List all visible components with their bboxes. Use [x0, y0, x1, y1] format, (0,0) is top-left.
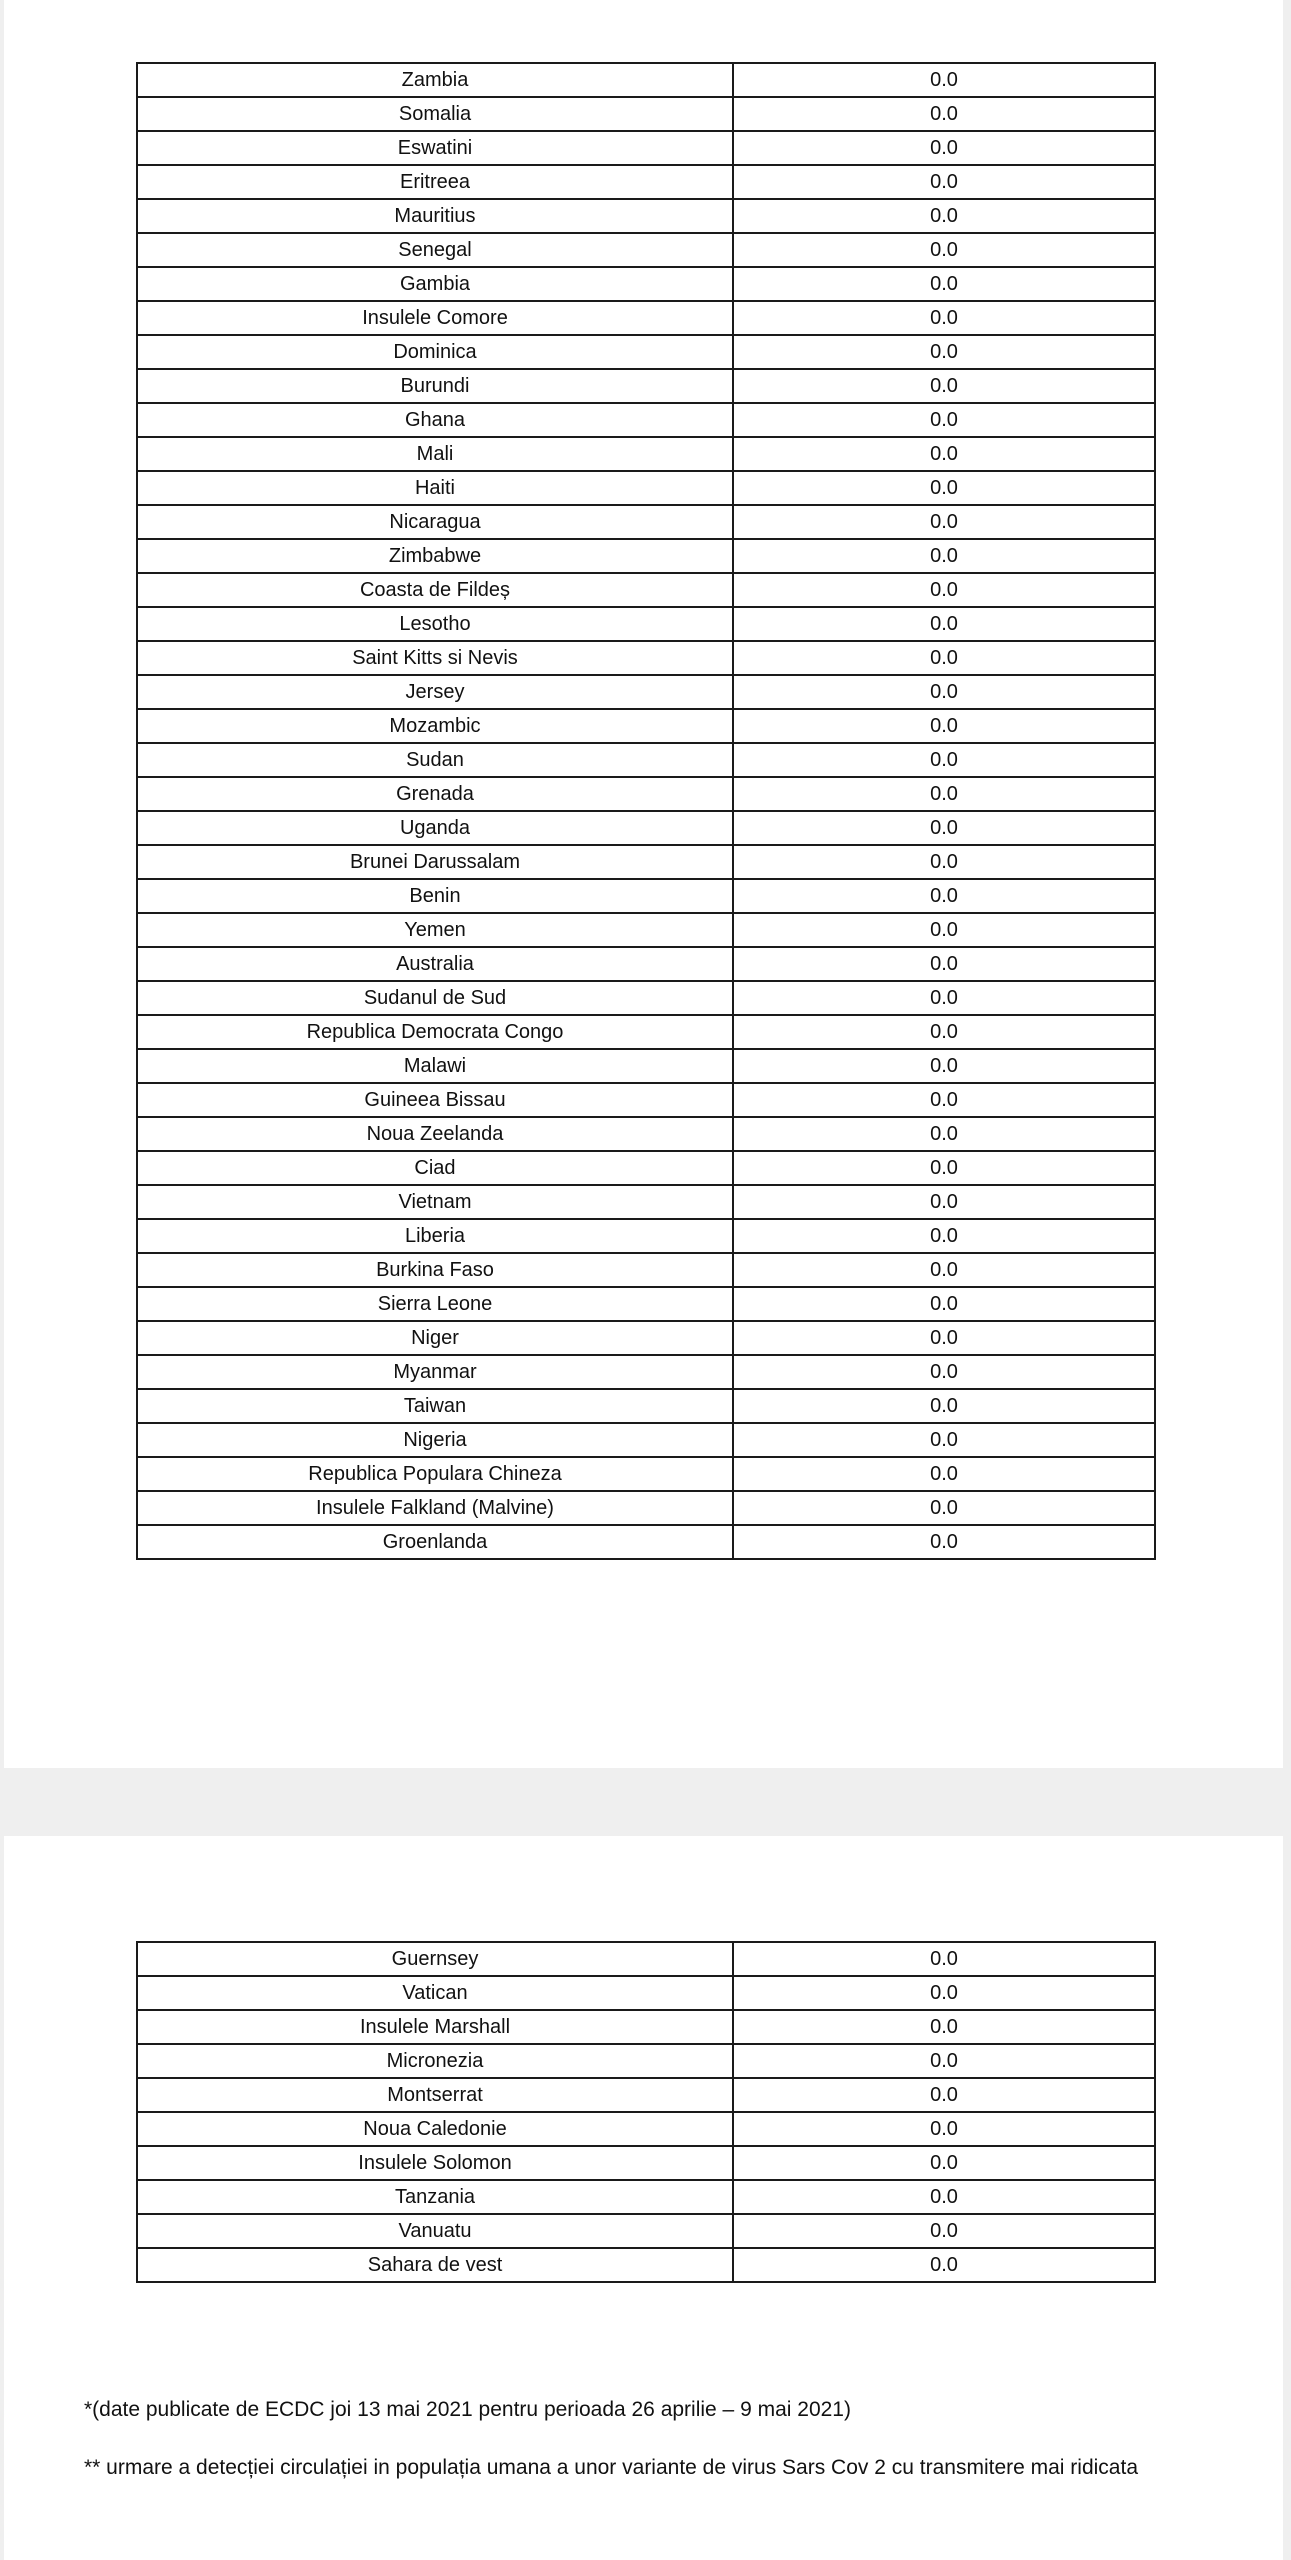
table-row — [137, 437, 1155, 471]
table-row — [137, 2112, 1155, 2146]
incidence-value-cell: 0.0 — [733, 1423, 1155, 1457]
table-row — [137, 777, 1155, 811]
incidence-value-cell: 0.0 — [733, 777, 1155, 811]
table-row — [137, 913, 1155, 947]
country-name-cell: Sudan — [137, 743, 733, 777]
country-name-cell: Tanzania — [137, 2180, 733, 2214]
table-row — [137, 1423, 1155, 1457]
incidence-value-cell: 0.0 — [733, 437, 1155, 471]
country-name-cell: Gambia — [137, 267, 733, 301]
incidence-value-cell: 0.0 — [733, 1525, 1155, 1559]
country-name-cell: Haiti — [137, 471, 733, 505]
country-incidence-table-page-1 — [136, 62, 1156, 1560]
incidence-value-cell: 0.0 — [733, 1015, 1155, 1049]
incidence-value-cell: 0.0 — [733, 1491, 1155, 1525]
country-name-cell: Nicaragua — [137, 505, 733, 539]
incidence-value-cell: 0.0 — [733, 709, 1155, 743]
incidence-value-cell: 0.0 — [733, 811, 1155, 845]
incidence-value-cell: 0.0 — [733, 845, 1155, 879]
country-name-cell: Sahara de vest — [137, 2248, 733, 2282]
table-row — [137, 1185, 1155, 1219]
country-name-cell: Burundi — [137, 369, 733, 403]
country-name-cell: Malawi — [137, 1049, 733, 1083]
country-name-cell: Vanuatu — [137, 2214, 733, 2248]
incidence-value-cell: 0.0 — [733, 403, 1155, 437]
table-row — [137, 1942, 1155, 1976]
table-row — [137, 131, 1155, 165]
incidence-value-cell: 0.0 — [733, 2146, 1155, 2180]
table-row — [137, 981, 1155, 1015]
country-name-cell: Niger — [137, 1321, 733, 1355]
table-row — [137, 1219, 1155, 1253]
country-name-cell: Insulele Solomon — [137, 2146, 733, 2180]
table-row — [137, 1287, 1155, 1321]
incidence-value-cell: 0.0 — [733, 879, 1155, 913]
country-name-cell: Vatican — [137, 1976, 733, 2010]
table-row — [137, 97, 1155, 131]
country-name-cell: Jersey — [137, 675, 733, 709]
country-name-cell: Noua Caledonie — [137, 2112, 733, 2146]
incidence-value-cell: 0.0 — [733, 301, 1155, 335]
table-row — [137, 505, 1155, 539]
table-row — [137, 879, 1155, 913]
table-row — [137, 369, 1155, 403]
table-row — [137, 1083, 1155, 1117]
incidence-value-cell: 0.0 — [733, 1117, 1155, 1151]
incidence-value-cell: 0.0 — [733, 981, 1155, 1015]
country-incidence-table-page-2 — [136, 1941, 1156, 2283]
incidence-value-cell: 0.0 — [733, 1253, 1155, 1287]
table-row — [137, 1015, 1155, 1049]
country-name-cell: Mozambic — [137, 709, 733, 743]
table-row — [137, 641, 1155, 675]
document-page-1 — [4, 0, 1283, 1768]
table-row — [137, 709, 1155, 743]
incidence-value-cell: 0.0 — [733, 97, 1155, 131]
country-name-cell: Coasta de Fildeș — [137, 573, 733, 607]
incidence-value-cell: 0.0 — [733, 267, 1155, 301]
incidence-value-cell: 0.0 — [733, 1942, 1155, 1976]
table-body — [137, 1942, 1155, 2282]
incidence-value-cell: 0.0 — [733, 1355, 1155, 1389]
incidence-value-cell: 0.0 — [733, 2180, 1155, 2214]
country-name-cell: Mauritius — [137, 199, 733, 233]
incidence-value-cell: 0.0 — [733, 471, 1155, 505]
table-row — [137, 2214, 1155, 2248]
country-name-cell: Dominica — [137, 335, 733, 369]
country-name-cell: Vietnam — [137, 1185, 733, 1219]
incidence-value-cell: 0.0 — [733, 539, 1155, 573]
country-name-cell: Benin — [137, 879, 733, 913]
incidence-value-cell: 0.0 — [733, 2214, 1155, 2248]
country-name-cell: Ghana — [137, 403, 733, 437]
table-row — [137, 471, 1155, 505]
table-row — [137, 2146, 1155, 2180]
country-name-cell: Mali — [137, 437, 733, 471]
country-name-cell: Eritreea — [137, 165, 733, 199]
table-row — [137, 539, 1155, 573]
table-body — [137, 63, 1155, 1559]
table-row — [137, 1355, 1155, 1389]
table-row — [137, 573, 1155, 607]
country-name-cell: Zambia — [137, 63, 733, 97]
country-name-cell: Ciad — [137, 1151, 733, 1185]
table-row — [137, 1321, 1155, 1355]
country-name-cell: Guernsey — [137, 1942, 733, 1976]
incidence-value-cell: 0.0 — [733, 233, 1155, 267]
country-name-cell: Insulele Comore — [137, 301, 733, 335]
table-row — [137, 1049, 1155, 1083]
country-name-cell: Republica Populara Chineza — [137, 1457, 733, 1491]
country-name-cell: Guineea Bissau — [137, 1083, 733, 1117]
incidence-value-cell: 0.0 — [733, 2248, 1155, 2282]
country-name-cell: Myanmar — [137, 1355, 733, 1389]
country-name-cell: Sudanul de Sud — [137, 981, 733, 1015]
table-row — [137, 165, 1155, 199]
table-row — [137, 335, 1155, 369]
country-name-cell: Uganda — [137, 811, 733, 845]
incidence-value-cell: 0.0 — [733, 641, 1155, 675]
country-name-cell: Lesotho — [137, 607, 733, 641]
incidence-value-cell: 0.0 — [733, 131, 1155, 165]
table-row — [137, 1389, 1155, 1423]
incidence-value-cell: 0.0 — [733, 2010, 1155, 2044]
incidence-value-cell: 0.0 — [733, 1321, 1155, 1355]
country-name-cell: Republica Democrata Congo — [137, 1015, 733, 1049]
table-row — [137, 811, 1155, 845]
table-row — [137, 947, 1155, 981]
incidence-value-cell: 0.0 — [733, 607, 1155, 641]
incidence-value-cell: 0.0 — [733, 1219, 1155, 1253]
country-name-cell: Taiwan — [137, 1389, 733, 1423]
table-row — [137, 1525, 1155, 1559]
table-row — [137, 1976, 1155, 2010]
table-row — [137, 233, 1155, 267]
incidence-value-cell: 0.0 — [733, 2078, 1155, 2112]
incidence-value-cell: 0.0 — [733, 63, 1155, 97]
country-name-cell: Burkina Faso — [137, 1253, 733, 1287]
country-name-cell: Zimbabwe — [137, 539, 733, 573]
table-row — [137, 845, 1155, 879]
incidence-value-cell: 0.0 — [733, 505, 1155, 539]
table-row — [137, 2044, 1155, 2078]
country-name-cell: Insulele Falkland (Malvine) — [137, 1491, 733, 1525]
country-name-cell: Senegal — [137, 233, 733, 267]
country-name-cell: Grenada — [137, 777, 733, 811]
incidence-value-cell: 0.0 — [733, 199, 1155, 233]
country-name-cell: Sierra Leone — [137, 1287, 733, 1321]
incidence-value-cell: 0.0 — [733, 1389, 1155, 1423]
country-name-cell: Micronezia — [137, 2044, 733, 2078]
incidence-value-cell: 0.0 — [733, 369, 1155, 403]
country-name-cell: Montserrat — [137, 2078, 733, 2112]
table-row — [137, 1457, 1155, 1491]
table-row — [137, 267, 1155, 301]
incidence-value-cell: 0.0 — [733, 743, 1155, 777]
country-name-cell: Eswatini — [137, 131, 733, 165]
incidence-value-cell: 0.0 — [733, 1976, 1155, 2010]
table-row — [137, 675, 1155, 709]
table-row — [137, 301, 1155, 335]
table-row — [137, 2010, 1155, 2044]
country-name-cell: Somalia — [137, 97, 733, 131]
incidence-value-cell: 0.0 — [733, 675, 1155, 709]
footnote-source: *(date publicate de ECDC joi 13 mai 2021 pentru perioada 26 aprilie – 9 mai 2021) — [84, 2398, 851, 2421]
table-row — [137, 199, 1155, 233]
document-page-2 — [4, 1836, 1283, 2560]
table-row — [137, 1253, 1155, 1287]
footnote-variants: ** urmare a detecției circulației in populația umana a unor variante de virus Sars Cov 2 cu transmitere mai ridicata — [84, 2456, 1138, 2479]
country-name-cell: Noua Zeelanda — [137, 1117, 733, 1151]
table-row — [137, 2180, 1155, 2214]
table-row — [137, 63, 1155, 97]
country-name-cell: Yemen — [137, 913, 733, 947]
table-row — [137, 607, 1155, 641]
table-row — [137, 403, 1155, 437]
country-name-cell: Australia — [137, 947, 733, 981]
incidence-value-cell: 0.0 — [733, 165, 1155, 199]
table-row — [137, 1117, 1155, 1151]
incidence-value-cell: 0.0 — [733, 2044, 1155, 2078]
incidence-value-cell: 0.0 — [733, 1457, 1155, 1491]
table-row — [137, 1151, 1155, 1185]
incidence-value-cell: 0.0 — [733, 1049, 1155, 1083]
incidence-value-cell: 0.0 — [733, 1151, 1155, 1185]
incidence-value-cell: 0.0 — [733, 335, 1155, 369]
country-name-cell: Nigeria — [137, 1423, 733, 1457]
country-name-cell: Liberia — [137, 1219, 733, 1253]
incidence-value-cell: 0.0 — [733, 947, 1155, 981]
table-row — [137, 743, 1155, 777]
incidence-value-cell: 0.0 — [733, 573, 1155, 607]
incidence-value-cell: 0.0 — [733, 1083, 1155, 1117]
country-name-cell: Saint Kitts si Nevis — [137, 641, 733, 675]
incidence-value-cell: 0.0 — [733, 913, 1155, 947]
table-row — [137, 2248, 1155, 2282]
country-name-cell: Groenlanda — [137, 1525, 733, 1559]
table-row — [137, 1491, 1155, 1525]
incidence-value-cell: 0.0 — [733, 2112, 1155, 2146]
country-name-cell: Brunei Darussalam — [137, 845, 733, 879]
incidence-value-cell: 0.0 — [733, 1185, 1155, 1219]
incidence-value-cell: 0.0 — [733, 1287, 1155, 1321]
country-name-cell: Insulele Marshall — [137, 2010, 733, 2044]
table-row — [137, 2078, 1155, 2112]
